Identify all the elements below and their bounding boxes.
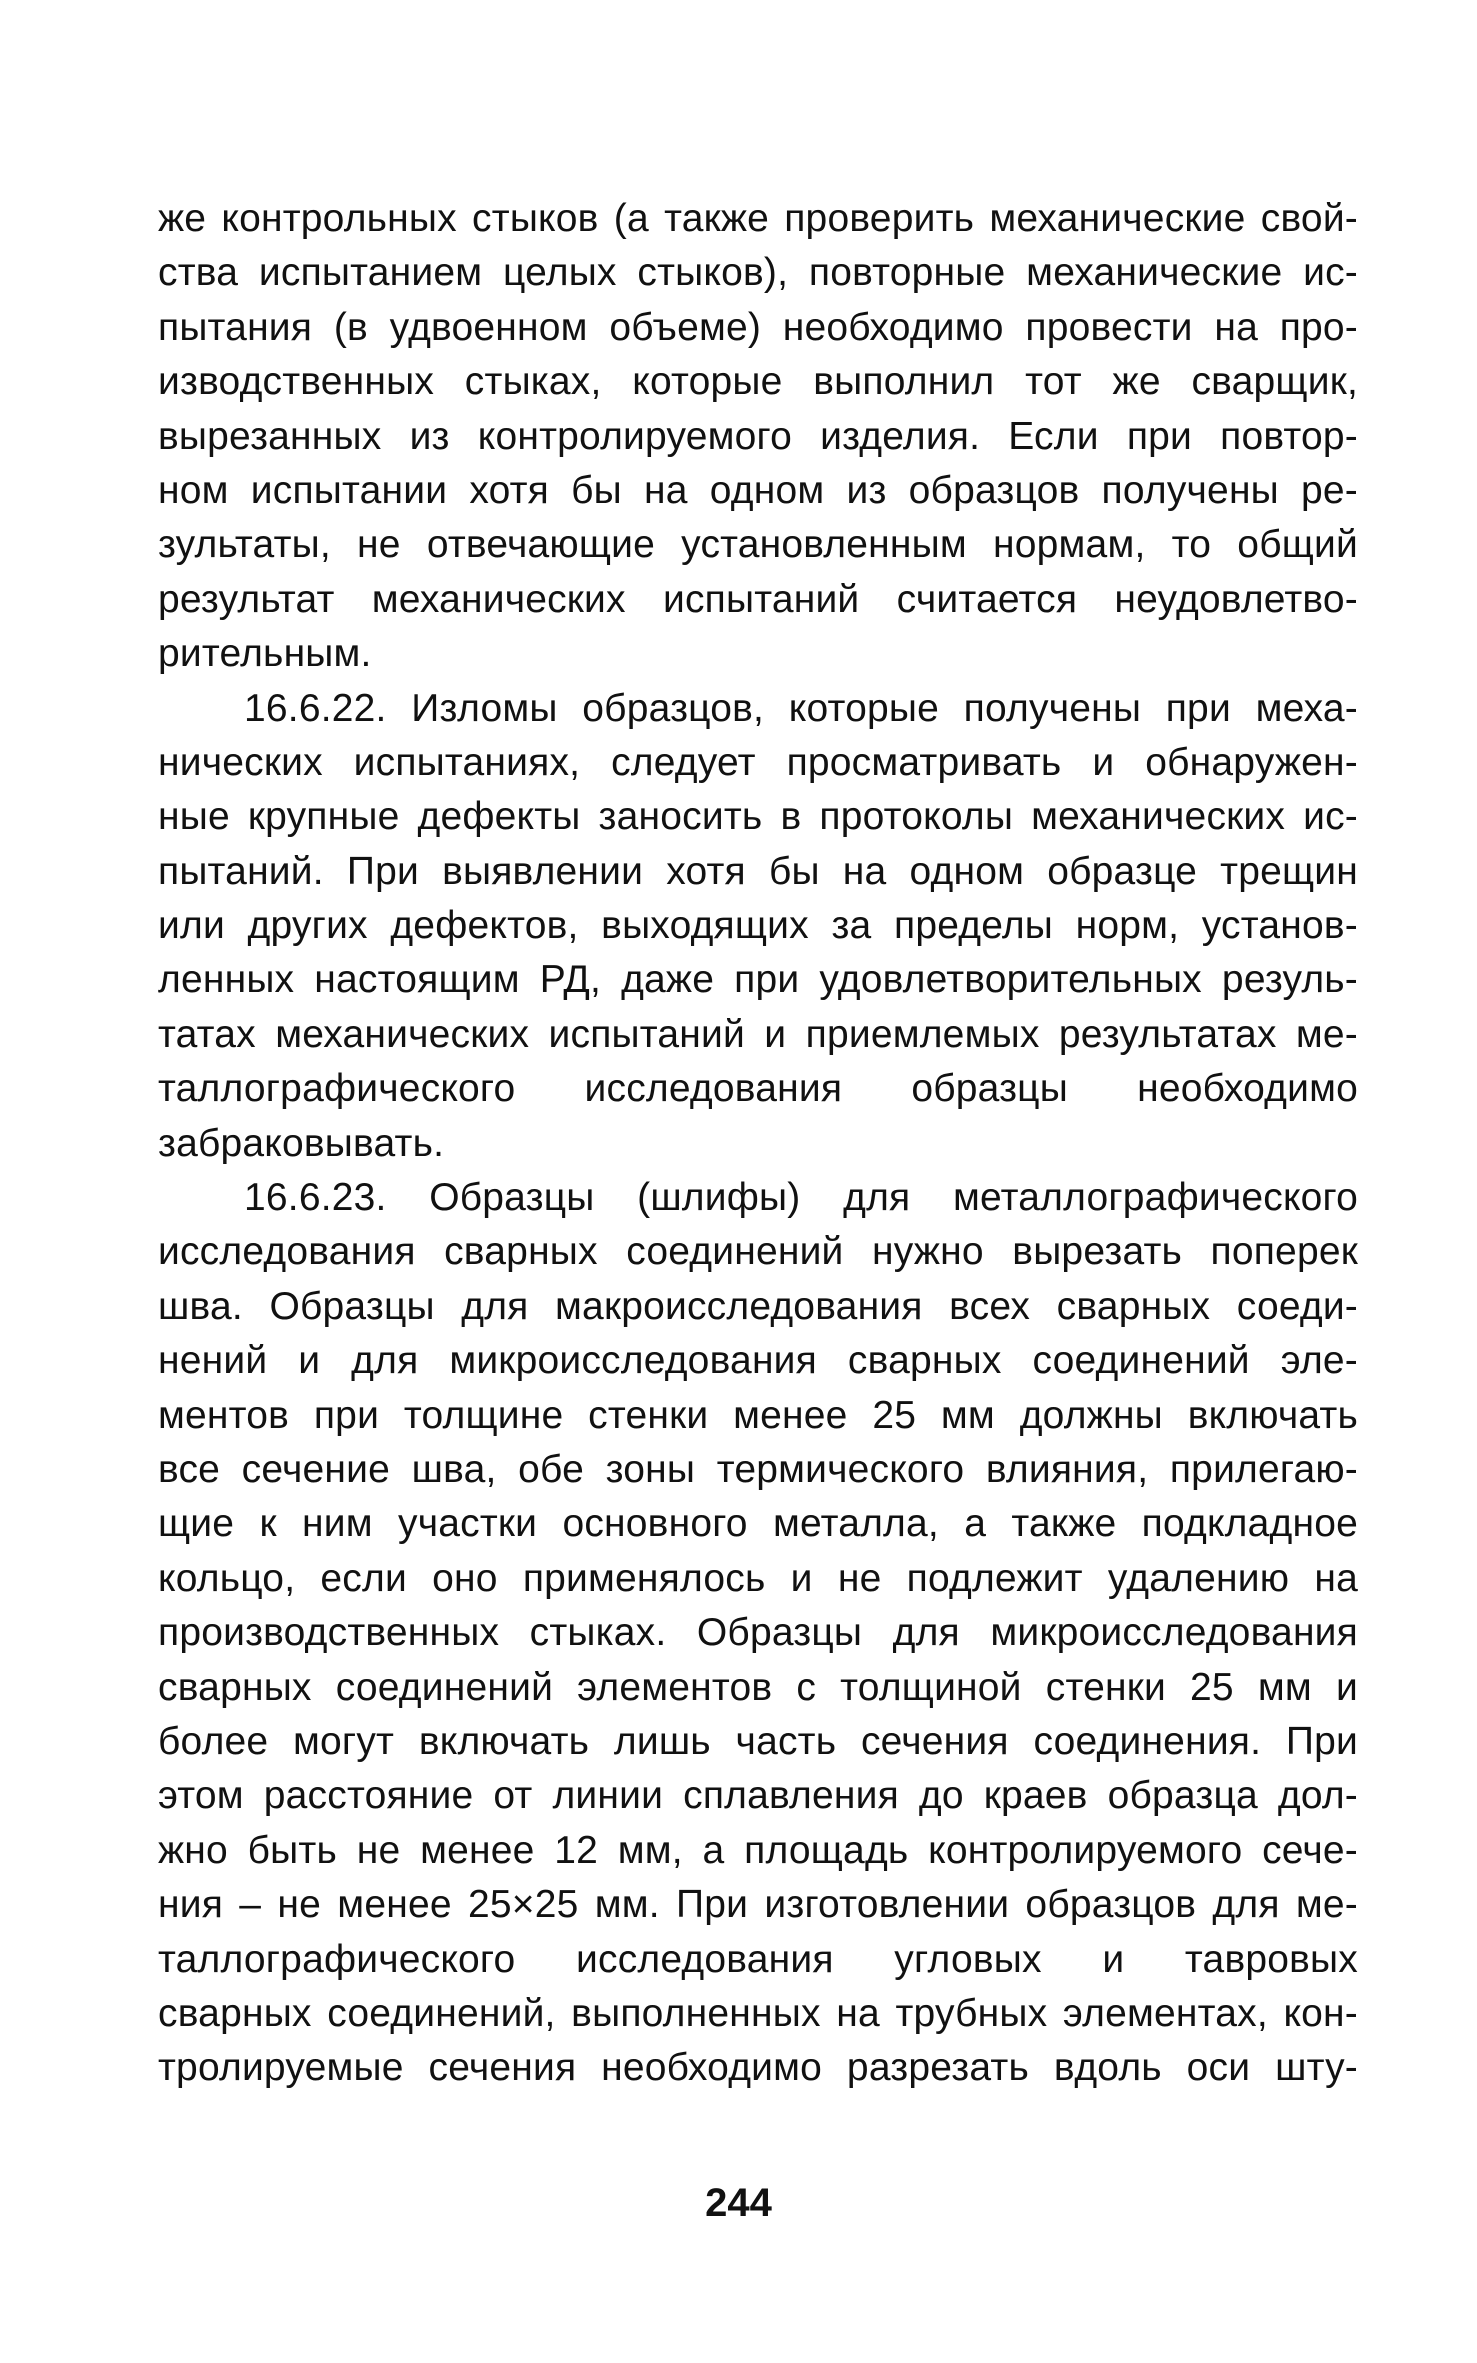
text-line: более могут включать лишь часть сечения соединения. При xyxy=(158,1719,1358,1763)
text-line: же контрольных стыков (а также проверить механические свой- xyxy=(158,197,1358,240)
text-line: жно быть не менее 12 мм, а площадь контролируемого сече- xyxy=(158,1828,1358,1872)
text-line: пытаний. При выявлении хотя бы на одном образце трещин xyxy=(158,849,1358,893)
text-line: или других дефектов, выходящих за пределы норм, установ- xyxy=(158,904,1358,948)
page-number: 244 xyxy=(705,2181,772,2225)
text-line: забраковывать. xyxy=(158,1121,445,1165)
text-line: результат механических испытаний считается неудовлетво- xyxy=(158,577,1358,621)
text-line: ленных настоящим РД, даже при удовлетворительных резуль- xyxy=(158,958,1358,1002)
text-line: вырезанных из контролируемого изделия. Если при повтор- xyxy=(158,414,1358,458)
text-line: ные крупные дефекты заносить в протоколы механических ис- xyxy=(158,795,1358,839)
text-line: кольцо, если оно применялось и не подлежит удалению на xyxy=(158,1556,1358,1600)
body-text xyxy=(158,192,1358,2096)
text-line: ния – не менее 25×25 мм. При изготовлении образцов для ме- xyxy=(158,1883,1358,1927)
text-line: таллографического исследования образцы необходимо xyxy=(158,1067,1358,1111)
text-line: рительным. xyxy=(158,632,372,676)
text-line: сварных соединений, выполненных на трубных элементах, кон- xyxy=(158,1991,1358,2035)
paragraph-start-16-6-22: 16.6.22. Изломы образцов, которые получены при меха- xyxy=(244,686,1358,730)
text-line: ментов при толщине стенки менее 25 мм должны включать xyxy=(158,1393,1358,1437)
text-line: изводственных стыках, которые выполнил тот же сварщик, xyxy=(158,360,1358,404)
text-line: нических испытаниях, следует просматривать и обнаружен- xyxy=(158,740,1358,784)
text-line: производственных стыках. Образцы для микроисследования xyxy=(158,1611,1358,1655)
text-line: нений и для микроисследования сварных соединений эле- xyxy=(158,1339,1358,1383)
text-line: ства испытанием целых стыков), повторные механические ис- xyxy=(158,251,1358,295)
paragraph-start-16-6-23: 16.6.23. Образцы (шлифы) для металлографического xyxy=(244,1176,1358,1220)
text-line: щие к ним участки основного металла, а также подкладное xyxy=(158,1502,1358,1546)
text-line: этом расстояние от линии сплавления до краев образца дол- xyxy=(158,1774,1358,1818)
text-line: таллографического исследования угловых и тавровых xyxy=(158,1937,1358,1981)
text-line: татах механических испытаний и приемлемых результатах ме- xyxy=(158,1012,1358,1056)
text-line: исследования сварных соединений нужно вырезать поперек xyxy=(158,1230,1358,1274)
text-line: сварных соединений элементов с толщиной стенки 25 мм и xyxy=(158,1665,1358,1709)
text-line: тролируемые сечения необходимо разрезать вдоль оси шту- xyxy=(158,2046,1358,2090)
text-line: шва. Образцы для макроисследования всех сварных соеди- xyxy=(158,1284,1358,1328)
text-line: пытания (в удвоенном объеме) необходимо провести на про- xyxy=(158,305,1358,349)
text-line: зультаты, не отвечающие установленным нормам, то общий xyxy=(158,523,1358,567)
text-line: все сечение шва, обе зоны термического влияния, прилегаю- xyxy=(158,1447,1358,1491)
text-line: ном испытании хотя бы на одном из образцов получены ре- xyxy=(158,468,1358,512)
